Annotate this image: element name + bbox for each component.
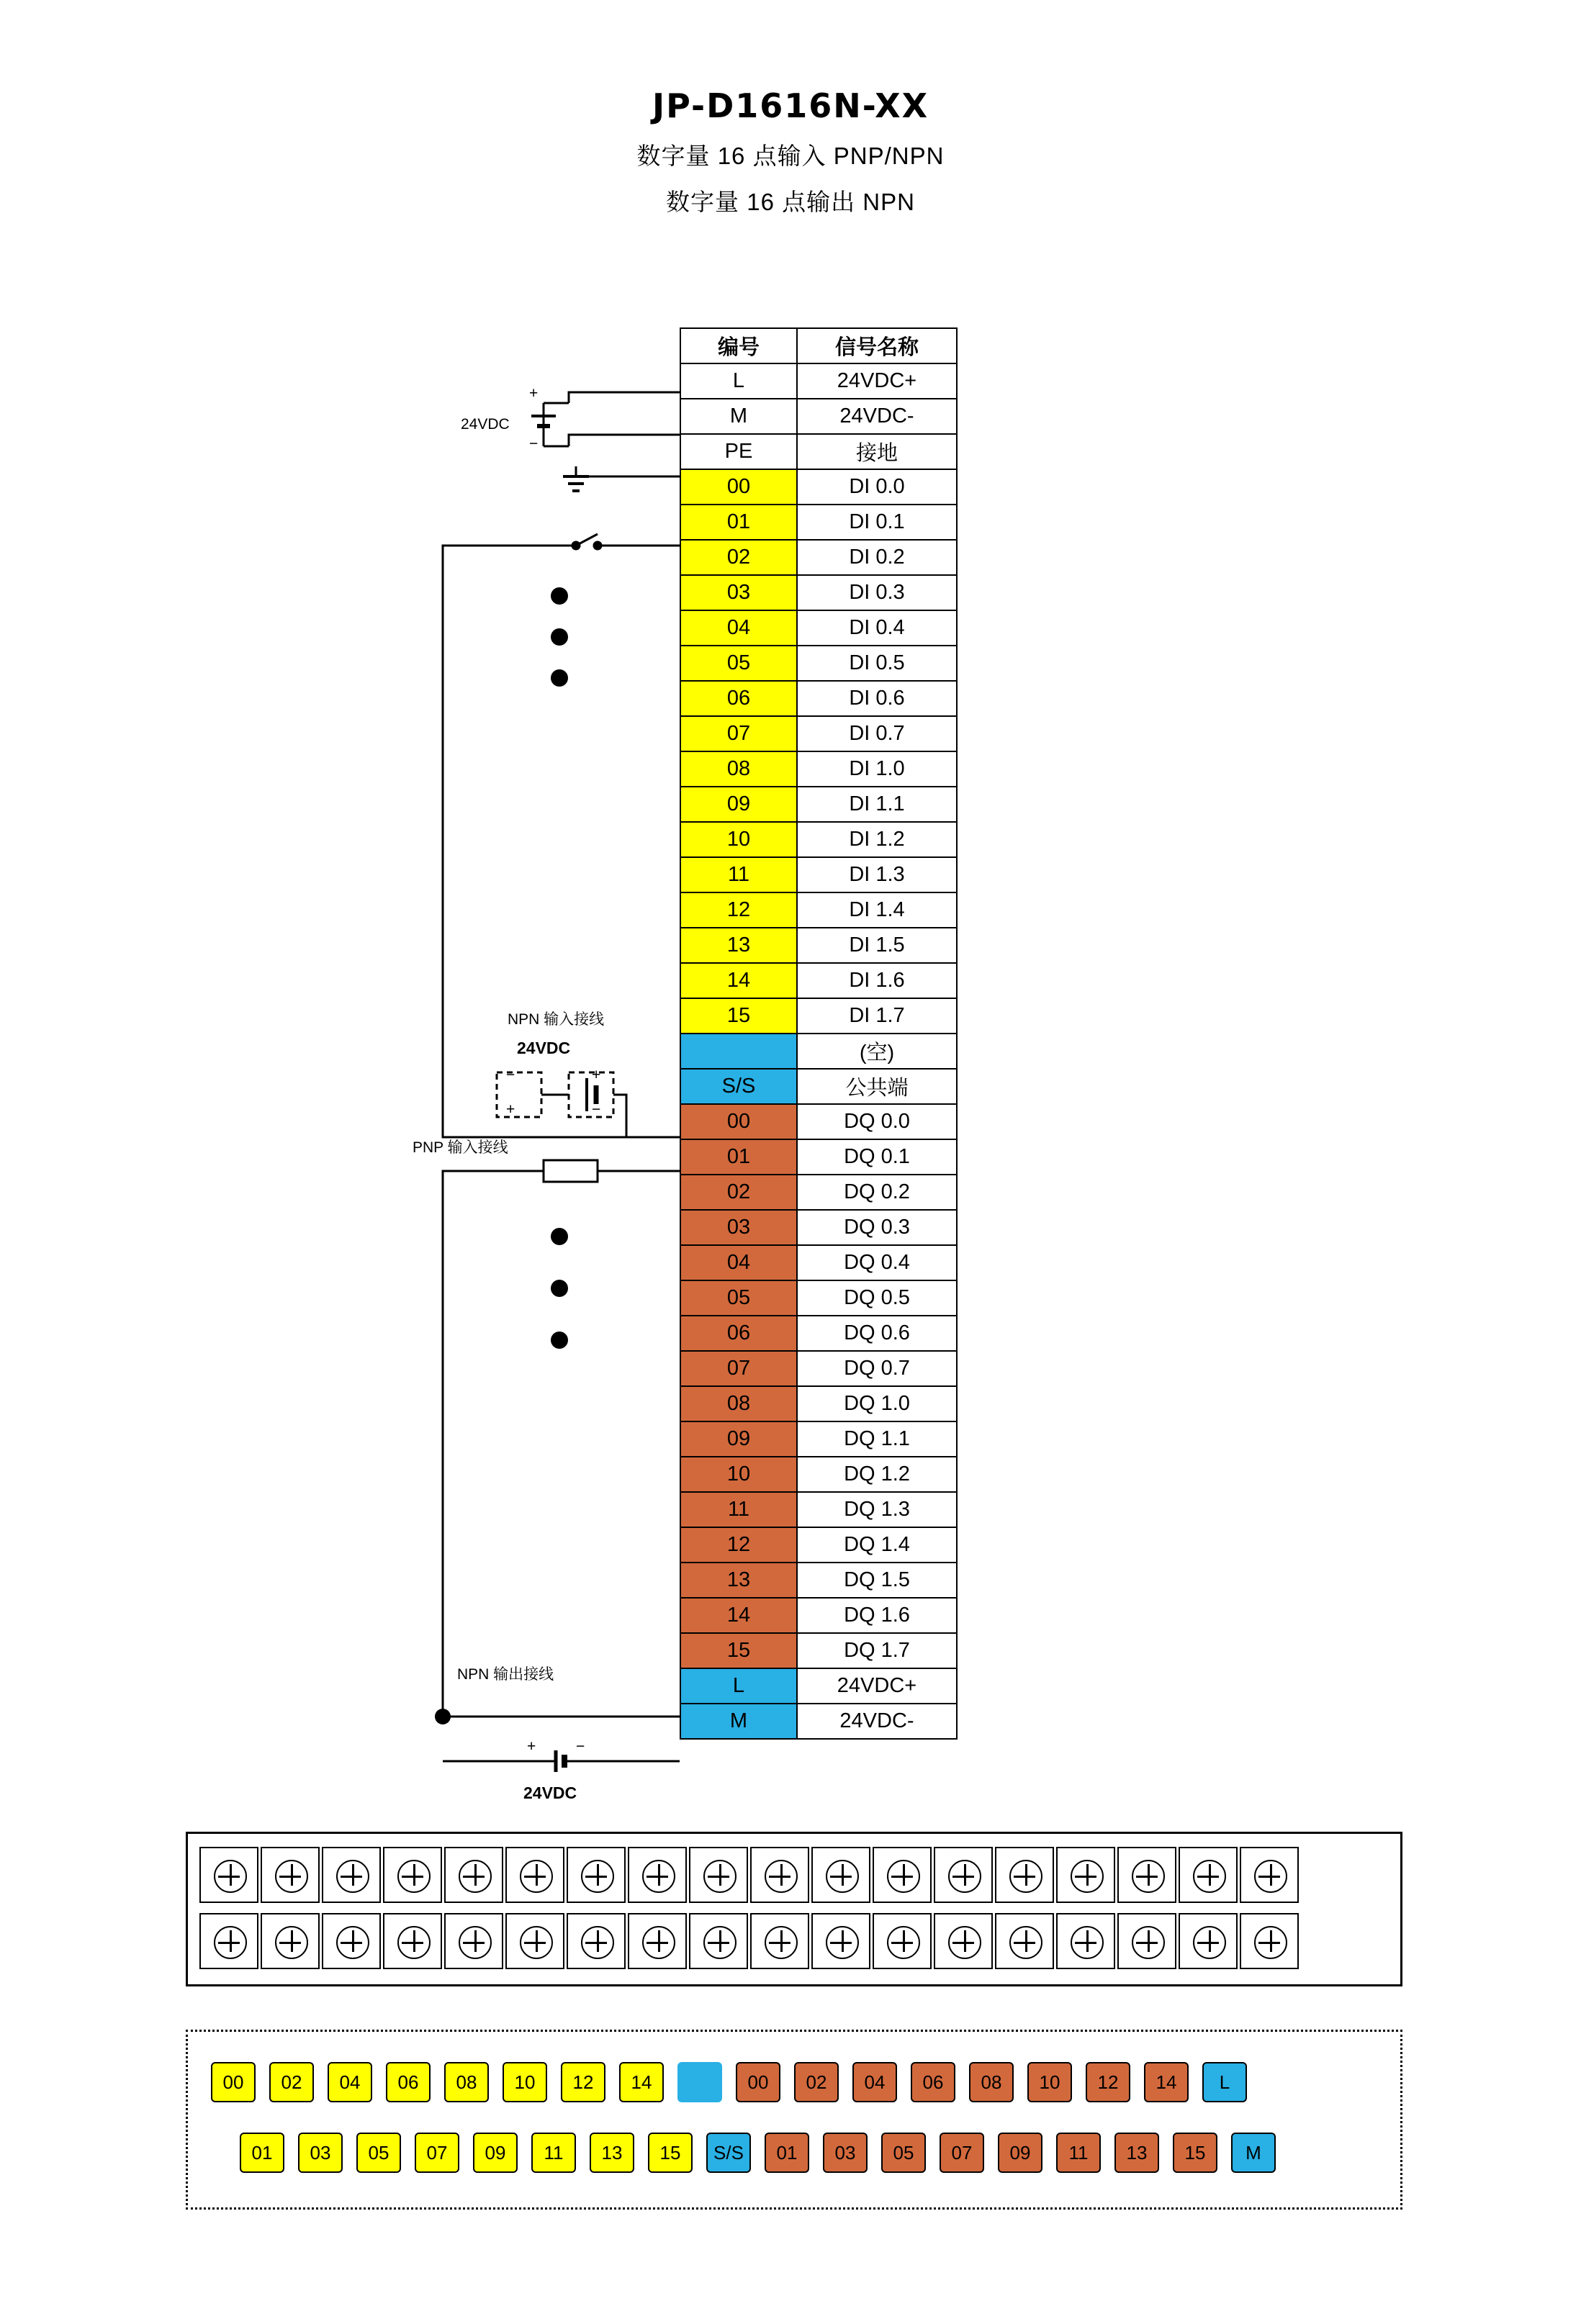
signal-name-cell: DQ 1.7 [797, 1633, 957, 1668]
di-row [680, 505, 957, 540]
signal-name-cell: DQ 1.0 [797, 1386, 957, 1421]
screw-terminal [811, 1847, 870, 1903]
pin-09: 09 [473, 2133, 518, 2173]
pin-10: 10 [503, 2062, 547, 2102]
screw-icon [581, 1926, 614, 1959]
pin-05: 05 [356, 2133, 401, 2173]
signal-name-cell: DI 1.4 [797, 892, 957, 928]
screw-icon [459, 1926, 492, 1959]
signal-name-cell: DI 0.6 [797, 681, 957, 716]
terminal-number-cell: M [680, 1704, 797, 1739]
screw-icon [1193, 1926, 1226, 1959]
subtitle-output-spec: 数字量 16 点输出 NPN [666, 189, 915, 215]
terminal-number-cell: 15 [680, 998, 797, 1034]
signal-name-cell: DQ 1.1 [797, 1421, 957, 1457]
table-header-row [680, 328, 957, 363]
label-npn-src-minus-top: − [506, 1067, 515, 1083]
signal-name-cell: DI 1.3 [797, 857, 957, 892]
screw-icon [1254, 1860, 1287, 1893]
title-block [0, 86, 1581, 217]
pin-12: 12 [1086, 2062, 1130, 2102]
terminal-number-cell: 00 [680, 469, 797, 505]
pin-L: L [1202, 2062, 1247, 2102]
terminal-number-cell: 06 [680, 1316, 797, 1351]
screw-icon [765, 1860, 798, 1893]
pin-13: 13 [590, 2133, 634, 2173]
signal-name-cell: DQ 1.5 [797, 1563, 957, 1598]
screw-icon [703, 1860, 737, 1893]
label-npn-output-wiring: NPN 输出接线 [457, 1666, 554, 1683]
screw-icon [1071, 1926, 1104, 1959]
empty-row [680, 1034, 957, 1069]
header-number: 编号 [680, 328, 797, 363]
screw-terminal [934, 1847, 993, 1903]
pin-03: 03 [823, 2133, 868, 2173]
page-title: JP-D1616N-XX [652, 86, 929, 125]
screw-terminal [811, 1913, 870, 1969]
screw-terminal [1240, 1913, 1299, 1969]
signal-name-cell: DI 1.1 [797, 787, 957, 822]
signal-name-cell: 24VDC- [797, 1704, 957, 1739]
screw-icon [275, 1926, 308, 1959]
screw-terminal [1179, 1847, 1238, 1903]
power-row [680, 399, 957, 434]
pin-05: 05 [881, 2133, 926, 2173]
signal-name-cell: 24VDC+ [797, 1668, 957, 1704]
pin-10: 10 [1027, 2062, 1072, 2102]
dq-row [680, 1633, 957, 1668]
terminal-number-cell: 09 [680, 1421, 797, 1457]
signal-name-cell: 24VDC- [797, 399, 957, 434]
terminal-number-cell: S/S [680, 1069, 797, 1104]
di-row [680, 928, 957, 963]
terminal-number-cell: 01 [680, 505, 797, 540]
pin-15: 15 [1173, 2133, 1217, 2173]
signal-name-cell: DI 1.0 [797, 751, 957, 787]
screw-terminal [1117, 1847, 1176, 1903]
screw-icon [1132, 1926, 1165, 1959]
label-npn-src-minus-bottom: − [592, 1101, 601, 1118]
pinout-legend [186, 2030, 1402, 2210]
screw-icon [459, 1860, 492, 1893]
screw-terminal [750, 1913, 809, 1969]
label-supply-plus: + [529, 385, 539, 402]
signal-name-cell: DQ 0.4 [797, 1245, 957, 1280]
di-row [680, 681, 957, 716]
terminal-number-cell: 14 [680, 963, 797, 998]
di-row [680, 751, 957, 787]
terminal-number-cell: 03 [680, 1210, 797, 1245]
screw-icon [765, 1926, 798, 1959]
terminal-number-cell: 11 [680, 857, 797, 892]
terminal-number-cell: 06 [680, 681, 797, 716]
signal-name-cell: 接地 [797, 434, 957, 469]
power-out-row [680, 1668, 957, 1704]
terminal-number-cell: 00 [680, 1104, 797, 1139]
pin-00: 00 [736, 2062, 780, 2102]
pin-01: 01 [240, 2133, 284, 2173]
terminal-number-cell: 09 [680, 787, 797, 822]
dq-row [680, 1563, 957, 1598]
pin-SS: S/S [706, 2133, 751, 2173]
dq-row [680, 1492, 957, 1527]
signal-name-cell: DQ 1.2 [797, 1457, 957, 1492]
screw-terminal [750, 1847, 809, 1903]
pin-08: 08 [969, 2062, 1014, 2102]
terminal-number-cell: 05 [680, 646, 797, 681]
screw-icon [887, 1926, 920, 1959]
signal-name-cell: DQ 0.3 [797, 1210, 957, 1245]
signal-name-cell: DQ 1.4 [797, 1527, 957, 1563]
screw-terminal [689, 1913, 748, 1969]
dq-row [680, 1351, 957, 1386]
screw-icon [642, 1926, 675, 1959]
pin-01: 01 [765, 2133, 809, 2173]
screw-terminal [322, 1847, 381, 1903]
power-out-row [680, 1704, 957, 1739]
screw-icon [1132, 1860, 1165, 1893]
terminal-number-cell: 10 [680, 1457, 797, 1492]
signal-name-cell: DI 0.1 [797, 505, 957, 540]
screw-icon [1009, 1860, 1042, 1893]
screw-terminal [1240, 1847, 1299, 1903]
terminal-number-cell: 07 [680, 1351, 797, 1386]
screw-terminal [1179, 1913, 1238, 1969]
di-row [680, 469, 957, 505]
label-npn-src-plus-bottom: + [506, 1101, 515, 1118]
label-npn-input-wiring: NPN 输入接线 [508, 1011, 605, 1028]
screw-icon [397, 1926, 431, 1959]
dq-row [680, 1527, 957, 1563]
terminal-number-cell: 02 [680, 540, 797, 575]
screw-terminal [689, 1847, 748, 1903]
terminal-number-cell: 07 [680, 716, 797, 751]
signal-name-cell: DQ 1.3 [797, 1492, 957, 1527]
header-signal-name: 信号名称 [797, 328, 957, 363]
di-row [680, 610, 957, 646]
signal-name-cell: DQ 0.5 [797, 1280, 957, 1316]
screw-terminal [567, 1913, 626, 1969]
di-row [680, 857, 957, 892]
pin-blank [677, 2062, 722, 2102]
terminal-number-cell: 08 [680, 751, 797, 787]
pin-09: 09 [998, 2133, 1042, 2173]
pin-07: 07 [415, 2133, 459, 2173]
label-24vdc-supply: 24VDC [461, 416, 510, 433]
di-row [680, 540, 957, 575]
screw-icon [1009, 1926, 1042, 1959]
signal-name-cell: DI 1.7 [797, 998, 957, 1034]
terminal-connector-drawing [186, 1832, 1402, 1986]
screw-icon [214, 1860, 247, 1893]
signal-name-cell: DI 0.2 [797, 540, 957, 575]
screw-terminal [199, 1847, 258, 1903]
terminal-number-cell: L [680, 1668, 797, 1704]
pin-14: 14 [619, 2062, 664, 2102]
di-row [680, 575, 957, 610]
dq-row [680, 1316, 957, 1351]
screw-terminal [261, 1847, 320, 1903]
pin-06: 06 [386, 2062, 431, 2102]
subtitle-input-spec: 数字量 16 点输入 PNP/NPN [636, 143, 945, 169]
di-row [680, 998, 957, 1034]
pin-04: 04 [852, 2062, 897, 2102]
label-output-minus: − [576, 1738, 585, 1755]
power-row [680, 363, 957, 399]
dq-row [680, 1210, 957, 1245]
screw-icon [1193, 1860, 1226, 1893]
screw-icon [336, 1926, 369, 1959]
screw-icon [1071, 1860, 1104, 1893]
screw-terminal [505, 1847, 564, 1903]
screw-terminal [628, 1913, 687, 1969]
power-row [680, 434, 957, 469]
terminal-number-cell: 12 [680, 892, 797, 928]
signal-name-cell: (空) [797, 1034, 957, 1069]
terminal-number-cell: 14 [680, 1598, 797, 1633]
signal-name-cell: 24VDC+ [797, 363, 957, 399]
screw-icon [642, 1860, 675, 1893]
terminal-number-cell: 03 [680, 575, 797, 610]
label-npn-input-24vdc: 24VDC [517, 1039, 571, 1057]
signal-name-cell: 公共端 [797, 1069, 957, 1104]
screw-terminal [261, 1913, 320, 1969]
common-row [680, 1069, 957, 1104]
screw-terminal [199, 1913, 258, 1969]
label-pnp-input-wiring: PNP 输入接线 [413, 1139, 508, 1156]
label-npn-src-plus-top: + [592, 1067, 601, 1083]
dq-row [680, 1139, 957, 1175]
signal-name-cell: DI 0.0 [797, 469, 957, 505]
pin-04: 04 [328, 2062, 372, 2102]
pin-11: 11 [1056, 2133, 1101, 2173]
label-output-plus: + [527, 1738, 536, 1755]
dq-row [680, 1280, 957, 1316]
pin-00: 00 [211, 2062, 256, 2102]
di-row [680, 787, 957, 822]
screw-terminal [444, 1913, 503, 1969]
screw-icon [397, 1860, 431, 1893]
pin-14: 14 [1144, 2062, 1189, 2102]
screw-icon [336, 1860, 369, 1893]
pin-07: 07 [940, 2133, 984, 2173]
label-supply-minus: − [529, 435, 539, 452]
screw-terminal [995, 1913, 1054, 1969]
signal-name-cell: DQ 0.1 [797, 1139, 957, 1175]
label-output-24vdc: 24VDC [523, 1783, 577, 1802]
terminal-number-cell: 11 [680, 1492, 797, 1527]
signal-name-cell: DI 1.2 [797, 822, 957, 857]
screw-terminal [505, 1913, 564, 1969]
terminal-number-cell: L [680, 363, 797, 399]
screw-icon [887, 1860, 920, 1893]
screw-terminal [444, 1847, 503, 1903]
terminal-number-cell: 13 [680, 1563, 797, 1598]
signal-name-cell: DQ 1.6 [797, 1598, 957, 1633]
pin-15: 15 [648, 2133, 693, 2173]
screw-terminal [1056, 1913, 1115, 1969]
screw-icon [1254, 1926, 1287, 1959]
di-row [680, 646, 957, 681]
signal-name-cell: DI 1.6 [797, 963, 957, 998]
pin-02: 02 [794, 2062, 839, 2102]
pin-08: 08 [444, 2062, 489, 2102]
signal-name-cell: DI 0.5 [797, 646, 957, 681]
screw-icon [826, 1926, 859, 1959]
screw-icon [275, 1860, 308, 1893]
screw-icon [826, 1860, 859, 1893]
screw-terminal [934, 1913, 993, 1969]
terminal-number-cell: PE [680, 434, 797, 469]
screw-terminal [628, 1847, 687, 1903]
pin-02: 02 [269, 2062, 314, 2102]
dq-row [680, 1598, 957, 1633]
signal-name-cell: DQ 0.7 [797, 1351, 957, 1386]
signal-name-cell: DQ 0.0 [797, 1104, 957, 1139]
screw-terminal [322, 1913, 381, 1969]
pin-06: 06 [911, 2062, 955, 2102]
screw-icon [703, 1926, 737, 1959]
screw-terminal [873, 1913, 932, 1969]
terminal-number-cell: 10 [680, 822, 797, 857]
terminal-number-cell: 08 [680, 1386, 797, 1421]
screw-terminal [1056, 1847, 1115, 1903]
dq-row [680, 1421, 957, 1457]
di-row [680, 716, 957, 751]
pin-03: 03 [298, 2133, 343, 2173]
screw-icon [214, 1926, 247, 1959]
terminal-number-cell: 01 [680, 1139, 797, 1175]
screw-icon [581, 1860, 614, 1893]
di-row [680, 822, 957, 857]
screw-terminal [873, 1847, 932, 1903]
dq-row [680, 1175, 957, 1210]
signal-name-cell: DI 0.7 [797, 716, 957, 751]
screw-icon [520, 1926, 553, 1959]
pin-M: M [1231, 2133, 1276, 2173]
terminal-number-cell: 04 [680, 610, 797, 646]
di-row [680, 963, 957, 998]
signal-name-cell: DQ 0.6 [797, 1316, 957, 1351]
signal-name-cell: DI 1.5 [797, 928, 957, 963]
screw-icon [520, 1860, 553, 1893]
screw-terminal [383, 1913, 442, 1969]
screw-icon [948, 1860, 981, 1893]
signal-name-cell: DI 0.3 [797, 575, 957, 610]
terminal-number-cell: 15 [680, 1633, 797, 1668]
terminal-number-cell: 13 [680, 928, 797, 963]
terminal-number-cell: M [680, 399, 797, 434]
terminal-assignment-table [680, 327, 958, 1740]
terminal-number-cell: 04 [680, 1245, 797, 1280]
pin-11: 11 [531, 2133, 576, 2173]
di-row [680, 892, 957, 928]
dq-row [680, 1104, 957, 1139]
screw-terminal [567, 1847, 626, 1903]
pin-13: 13 [1114, 2133, 1159, 2173]
terminal-number-cell: 05 [680, 1280, 797, 1316]
signal-name-cell: DQ 0.2 [797, 1175, 957, 1210]
terminal-number-cell: 12 [680, 1527, 797, 1563]
screw-terminal [995, 1847, 1054, 1903]
screw-terminal [383, 1847, 442, 1903]
pin-12: 12 [561, 2062, 605, 2102]
terminal-number-cell: 02 [680, 1175, 797, 1210]
signal-name-cell: DI 0.4 [797, 610, 957, 646]
dq-row [680, 1386, 957, 1421]
screw-terminal [1117, 1913, 1176, 1969]
screw-icon [948, 1926, 981, 1959]
terminal-number-cell [680, 1034, 797, 1069]
dq-row [680, 1245, 957, 1280]
dq-row [680, 1457, 957, 1492]
